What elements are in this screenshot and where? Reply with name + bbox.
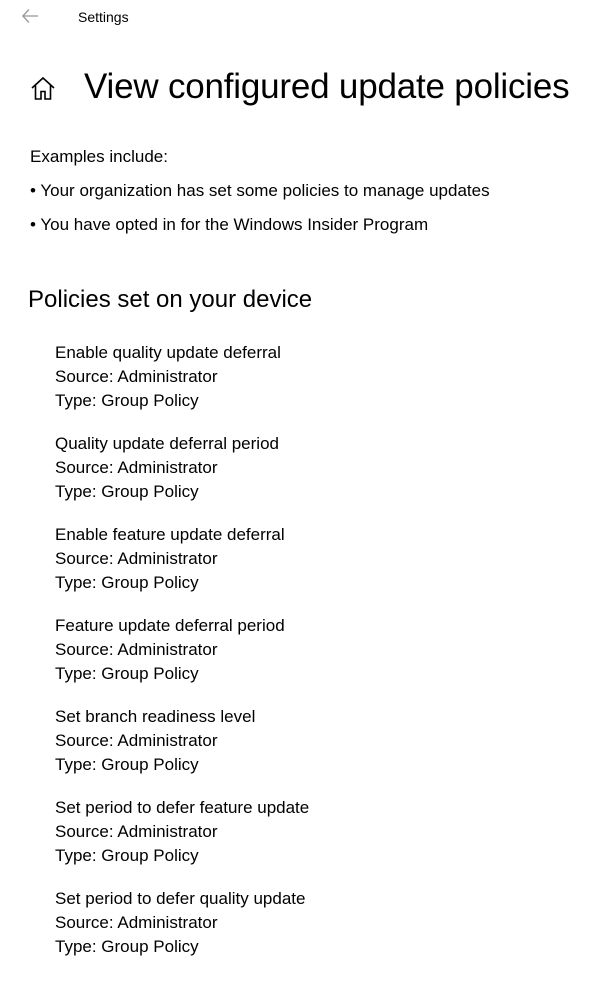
policy-item	[55, 614, 595, 705]
back-arrow-icon	[21, 8, 39, 24]
back-button[interactable]	[14, 2, 46, 30]
policy-type: Type: Group Policy	[55, 755, 199, 774]
policy-source: Source: Administrator	[55, 367, 218, 386]
policy-source: Source: Administrator	[55, 731, 218, 750]
policy-type: Type: Group Policy	[55, 846, 199, 865]
policy-type: Type: Group Policy	[55, 482, 199, 501]
home-icon[interactable]	[30, 75, 56, 101]
policy-source: Source: Administrator	[55, 822, 218, 841]
policy-source: Source: Administrator	[55, 640, 218, 659]
policy-source: Source: Administrator	[55, 913, 218, 932]
policy-type: Type: Group Policy	[55, 573, 199, 592]
policy-name: Enable feature update deferral	[55, 525, 285, 544]
policy-name: Set period to defer feature update	[55, 798, 310, 817]
title-bar	[0, 0, 602, 34]
policy-item	[55, 796, 595, 887]
policy-type: Type: Group Policy	[55, 664, 199, 683]
page-header	[0, 62, 602, 112]
examples-lead: Examples include:	[30, 147, 168, 166]
policy-name: Set branch readiness level	[55, 707, 256, 726]
intro-text	[30, 145, 590, 247]
policy-list	[55, 341, 595, 978]
policy-item	[55, 341, 595, 432]
policy-item	[55, 887, 595, 978]
policy-source: Source: Administrator	[55, 549, 218, 568]
page-title: View configured update policies	[84, 67, 570, 106]
policy-item	[55, 432, 595, 523]
policy-name: Quality update deferral period	[55, 434, 279, 453]
policy-name: Feature update deferral period	[55, 616, 285, 635]
policy-name: Enable quality update deferral	[55, 343, 281, 362]
app-title: Settings	[78, 9, 129, 25]
policy-item	[55, 705, 595, 796]
section-title: Policies set on your device	[28, 286, 313, 313]
example-bullet: • You have opted in for the Windows Insider Program	[30, 215, 429, 234]
policy-item	[55, 523, 595, 614]
policy-name: Set period to defer quality update	[55, 889, 306, 908]
policy-type: Type: Group Policy	[55, 937, 199, 956]
policy-type: Type: Group Policy	[55, 391, 199, 410]
example-bullet: • Your organization has set some policies to manage updates	[30, 181, 490, 200]
policy-source: Source: Administrator	[55, 458, 218, 477]
